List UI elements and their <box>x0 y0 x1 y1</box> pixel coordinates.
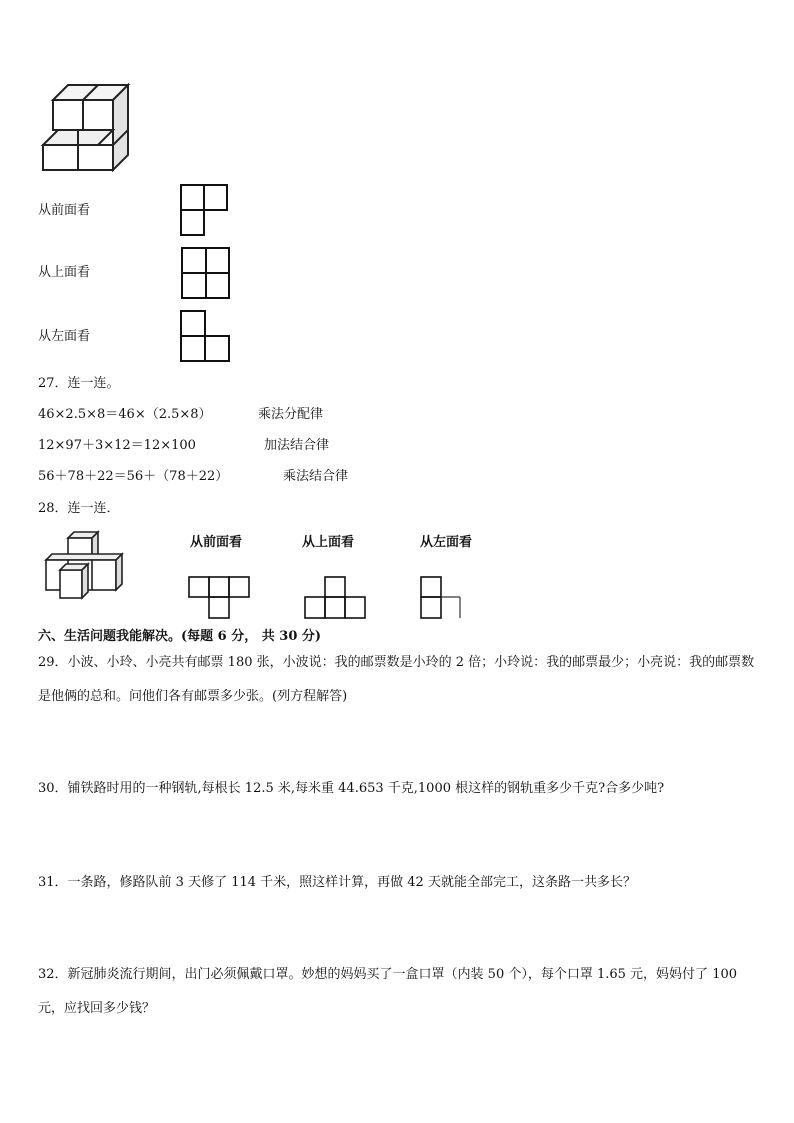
problem-31: 31．一条路，修路队前 3 天修了 114 千米，照这样计算，再做 42 天就能全部完工，这条路一共多长？ <box>38 875 636 890</box>
q28-cube-solid-figure <box>42 530 142 602</box>
q28-label-left: 从左面看 <box>420 535 473 550</box>
left-view-grid <box>180 310 232 364</box>
view-label-front: 从前面看 <box>38 203 91 218</box>
q28-label-top: 从上面看 <box>302 535 355 550</box>
q27-right-1: 乘法分配律 <box>258 407 324 422</box>
cube-solid-figure <box>38 80 138 180</box>
q27-title: 27．连一连。 <box>38 376 120 391</box>
q28-top-view-shape <box>304 576 368 622</box>
view-label-left: 从左面看 <box>38 329 91 344</box>
problem-30: 30．铺铁路时用的一种钢轨,每根长 12.5 米,每米重 44.653 千克,1000 根这样的钢轨重多少千克?合多少吨? <box>38 781 665 796</box>
q28-title: 28．连一连． <box>38 501 120 516</box>
q27-left-2: 12×97＋3×12＝12×100 <box>38 438 196 453</box>
q27-left-1: 46×2.5×8＝46×（2.5×8） <box>38 407 212 422</box>
section-6-heading: 六、生活问题我能解决。(每题 6 分， 共 30 分) <box>38 629 322 644</box>
view-label-top: 从上面看 <box>38 265 91 280</box>
q28-label-front: 从前面看 <box>190 535 243 550</box>
q27-right-3: 乘法结合律 <box>283 469 349 484</box>
q27-left-3: 56＋78＋22＝56＋（78＋22） <box>38 469 229 484</box>
problem-32: 32．新冠肺炎流行期间，出门必须佩戴口罩。妙想的妈妈买了一盒口罩（内装 50 个），每个口罩 1.65 元，妈妈付了 100 元，应找回多少钱？ <box>38 967 738 1016</box>
q27-right-2: 加法结合律 <box>264 438 330 453</box>
top-view-grid <box>181 247 231 301</box>
q28-front-view-shape <box>188 576 252 622</box>
problem-29: 29．小波、小玲、小亮共有邮票 180 张，小波说：我的邮票数是小玲的 2 倍；小玲说：我的邮票最少；小亮说：我的邮票数是他俩的总和。问他们各有邮票多少张。(列方程解答) <box>38 655 755 704</box>
q28-left-view-shape <box>420 576 466 622</box>
front-view-grid <box>180 184 230 238</box>
